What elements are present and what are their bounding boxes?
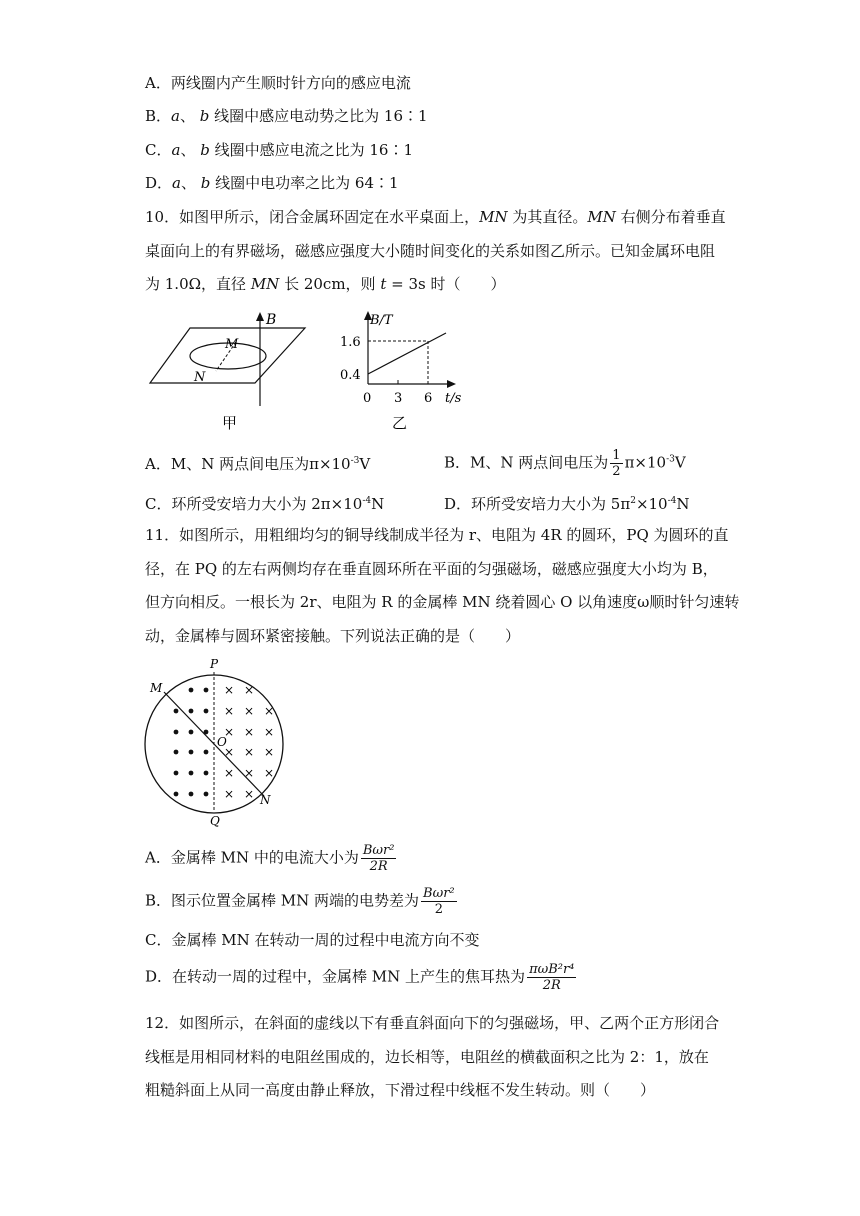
label-p: P <box>210 657 219 671</box>
cross-field <box>224 683 274 801</box>
q10-option-a: A．M、N 两点间电压为$\pi\times 10^{-3}V$ <box>145 455 371 473</box>
field-dot <box>204 771 209 776</box>
field-cross: × <box>224 704 235 718</box>
field-dot <box>174 792 179 797</box>
q11-stem-line3: 但方向相反。一根长为 2r、电阻为 R 的金属棒 MN 绕着圆心 O 以角速度ω顺时针匀速转 <box>145 593 740 611</box>
q11-stem-line4: 动，金属棒与圆环紧密接触。下列说法正确的是（ ） <box>145 627 521 645</box>
q10-option-c: C．环所受安培力大小为 $2\pi\times 10^{-4}N$ <box>145 495 385 513</box>
x-tick-6: 6 <box>424 391 433 406</box>
q10-figure-jia <box>145 308 315 438</box>
q10-stem-line3: 为 1.0Ω，直径 MN 长 20cm，则 t = 3s 时（ ） <box>145 275 506 293</box>
field-dot <box>204 709 209 714</box>
field-cross: × <box>264 766 275 780</box>
field-dot <box>189 771 194 776</box>
q11-stem-line1: 11．如图所示，用粗细均匀的铜导线制成半径为 r、电阻为 4R 的圆环，PQ 为圆环的直 <box>145 526 729 544</box>
q12-stem-line1: 12．如图所示，在斜面的虚线以下有垂直斜面向下的匀强磁场，甲、乙两个正方形闭合 <box>145 1014 720 1032</box>
field-dot <box>189 730 194 735</box>
figure-label-jia: 甲 <box>222 414 238 432</box>
field-cross: × <box>264 745 275 759</box>
field-dot <box>189 709 194 714</box>
q12-stem-line2: 线框是用相同材料的电阻丝围成的，边长相等，电阻丝的横截面积之比为 2：1，放在 <box>145 1048 709 1066</box>
field-cross: × <box>224 725 235 739</box>
field-cross: × <box>264 704 275 718</box>
field-dot <box>189 688 194 693</box>
field-cross: × <box>244 745 255 759</box>
field-cross: × <box>244 683 255 697</box>
label-m: M <box>225 337 239 352</box>
x-tick-3: 3 <box>394 391 403 406</box>
q9-option-b: B．a、 b 线圈中感应电动势之比为 16∶1 <box>145 107 428 125</box>
field-dot <box>174 730 179 735</box>
x-tick-0: 0 <box>363 391 372 406</box>
field-dot <box>174 771 179 776</box>
q12-stem-line3: 粗糙斜面上从同一高度由静止释放，下滑过程中线框不发生转动。则（ ） <box>145 1081 656 1099</box>
field-dot <box>204 688 209 693</box>
field-cross: × <box>244 787 255 801</box>
field-cross: × <box>224 766 235 780</box>
field-dot <box>204 730 209 735</box>
q9-option-a: A．两线圈内产生顺时针方向的感应电流 <box>145 74 411 92</box>
q9-option-c: C．a、 b 线圈中感应电流之比为 16∶1 <box>145 141 413 159</box>
figure-label-yi: 乙 <box>392 414 408 432</box>
q11-option-d: D．在转动一周的过程中，金属棒 MN 上产生的焦耳热为 $\frac{\text{πωB²r⁴}}{2R}$ <box>145 962 575 993</box>
label-b: B <box>266 312 277 328</box>
label-m: M <box>150 681 163 695</box>
field-cross: × <box>244 704 255 718</box>
q11-option-b: B．图示位置金属棒 MN 两端的电势差为 $\frac{\text{Bωr²}}{2}$ <box>145 886 455 917</box>
y-axis-label: B/T <box>370 313 393 328</box>
q10-figure-yi <box>330 308 470 438</box>
label-o: O <box>217 735 227 749</box>
field-cross: × <box>224 787 235 801</box>
field-dot <box>204 792 209 797</box>
dot-field <box>174 688 209 797</box>
field-cross: × <box>244 725 255 739</box>
field-cross: × <box>264 725 275 739</box>
q11-option-a: A．金属棒 MN 中的电流大小为 $\frac{\text{Bωr²}}{2R}$ <box>145 843 395 874</box>
y-tick-0-4: 0.4 <box>340 368 361 383</box>
field-dot <box>174 750 179 755</box>
q10-option-d: D．环所受安培力大小为 $5\pi^2\times 10^{-4}N$ <box>444 495 690 513</box>
q10-option-b: B．M、N 两点间电压为 $\frac{1}{2}$ $\pi\times 10^{-3}V$ <box>444 448 686 479</box>
field-dot <box>189 750 194 755</box>
q10-stem-line2: 桌面向上的有界磁场，磁感应强度大小随时间变化的关系如图乙所示。已知金属环电阻 <box>145 242 716 260</box>
field-dot <box>204 750 209 755</box>
x-axis-label: t/s <box>445 391 462 406</box>
label-n: N <box>194 370 206 385</box>
field-cross: × <box>244 766 255 780</box>
y-tick-1-6: 1.6 <box>340 335 361 350</box>
field-cross: × <box>224 683 235 697</box>
label-n: N <box>260 793 271 807</box>
field-cross: × <box>224 745 235 759</box>
q11-figure <box>140 652 290 830</box>
q10-stem-line1: 10．如图甲所示，闭合金属环固定在水平桌面上，MN 为其直径。MN 右侧分布着垂直 <box>145 208 726 226</box>
q9-option-d: D．a、 b 线圈中电功率之比为 64∶1 <box>145 174 399 192</box>
label-q: Q <box>210 814 220 828</box>
q11-stem-line2: 径，在 PQ 的左右两侧均存在垂直圆环所在平面的匀强磁场，磁感应强度大小均为 B， <box>145 560 718 578</box>
field-dot <box>174 709 179 714</box>
field-dot <box>189 792 194 797</box>
q11-option-c: C．金属棒 MN 在转动一周的过程中电流方向不变 <box>145 931 480 949</box>
